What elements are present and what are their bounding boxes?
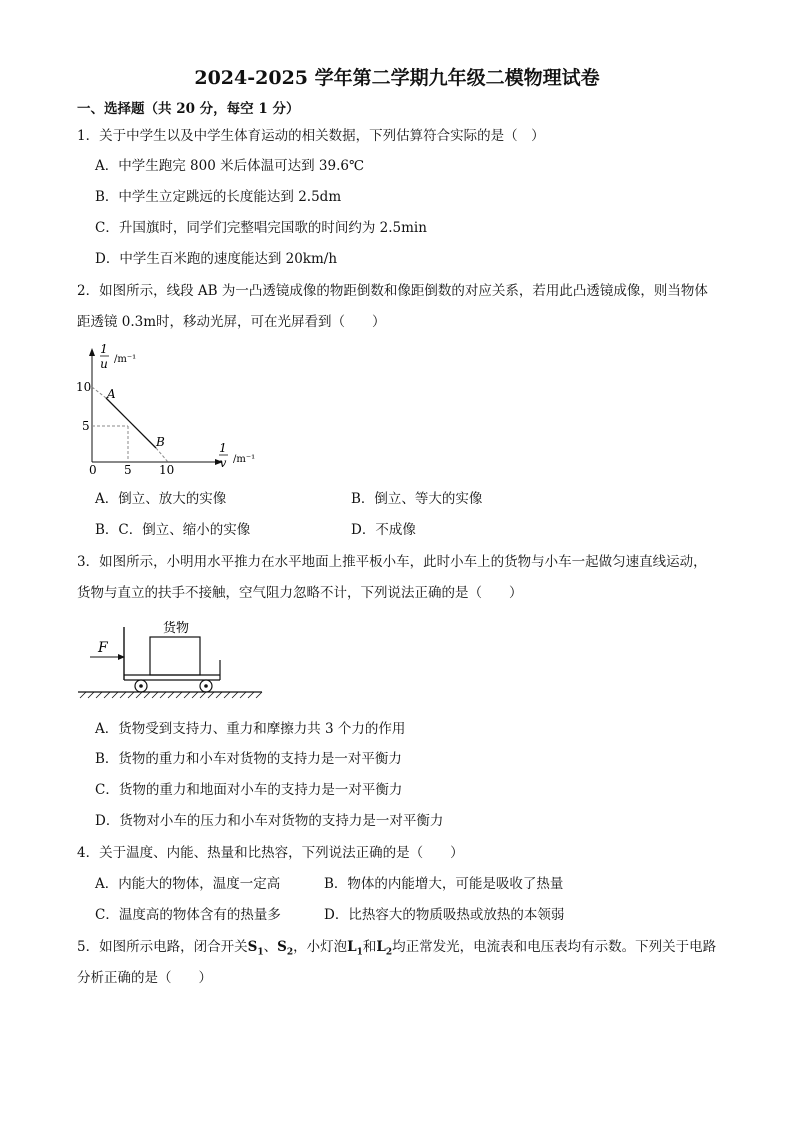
section-heading: 一、选择题（共 20 分，每空 1 分） [77,101,300,117]
q5-separator: 、 [263,939,278,955]
q5-text-b: ，小灯泡 [293,939,348,955]
point-a-label: A [107,387,116,401]
question-3-stem-line1: 3．如图所示，小明用水平推力在水平地面上推平板小车，此时小车上的货物与小车一起做匀速直线运动， [77,554,707,570]
question-2-option-b: B．倒立、等大的实像 [351,491,483,507]
y-label-denominator: u [100,357,108,371]
question-5-stem-line2: 分析正确的是（ ） [77,970,212,986]
question-1-option-c: C．升国旗时，同学们完整唱完国歌的时间约为 2.5min [95,220,427,236]
question-5-stem-line1 [77,938,716,962]
lamp-l2: $L_2$ [376,939,393,958]
question-3-option-a: A．货物受到支持力、重力和摩擦力共 3 个力的作用 [95,721,406,737]
question-3-option-c: C．货物的重力和地面对小车的支持力是一对平衡力 [95,782,403,798]
x-label-denominator: v [219,456,227,470]
question-4-option-c: C．温度高的物体含有的热量多 [95,907,281,923]
y-label-numerator: 1 [100,342,108,356]
y-label-unit: /m⁻¹ [114,354,137,365]
y-tick-5: 5 [82,419,90,433]
extension-top [92,387,106,398]
q5-text-a: 5．如图所示电路，闭合开关 [77,939,248,955]
segment-ab [106,398,156,448]
extension-bottom [156,448,168,462]
origin-label: 0 [89,463,97,477]
question-2-option-a: A．倒立、放大的实像 [95,491,227,507]
question-4-stem: 4．关于温度、内能、热量和比热容，下列说法正确的是（ ） [77,845,464,861]
question-4-option-a: A．内能大的物体，温度一定高 [95,876,281,892]
x-tick-10: 10 [159,463,175,477]
switch-s1: $S_1$ [247,939,264,958]
question-2-option-c: B．C．倒立、缩小的实像 [95,522,251,538]
question-2-option-d: D．不成像 [351,522,416,538]
y-axis-arrow [89,348,95,356]
question-3-option-b: B．货物的重力和小车对货物的支持力是一对平衡力 [95,751,402,767]
question-4-option-b: B．物体的内能增大，可能是吸收了热量 [324,876,564,892]
question-1-option-a: A．中学生跑完 800 米后体温可达到 39.6℃ [95,158,365,174]
question-2-stem-line2: 距透镜 0.3m时，移动光屏，可在光屏看到（ ） [77,314,386,330]
q5-and: 和 [362,939,377,955]
x-tick-5: 5 [124,463,132,477]
point-b-label: B [156,435,165,449]
question-1-option-b: B．中学生立定跳远的长度能达到 2.5dm [95,189,342,205]
question-1-stem: 1．关于中学生以及中学生体育运动的相关数据，下列估算符合实际的是（ ） [77,128,545,144]
force-label: F [98,640,108,656]
x-label-unit: /m⁻¹ [233,454,256,465]
q5-text-c: 均正常发光，电流表和电压表均有示数。下列关于电路 [392,939,717,955]
cart-figure [76,615,266,703]
question-3-option-d: D．货物对小车的压力和小车对货物的支持力是一对平衡力 [95,813,444,829]
question-3-stem-line2: 货物与直立的扶手不接触，空气阻力忽略不计，下列说法正确的是（ ） [77,585,523,601]
exam-title: 2024-2025 学年第二学期九年级二模物理试卷 [194,67,600,89]
y-tick-10: 10 [76,380,92,394]
x-label-numerator: 1 [219,441,227,455]
ground-hatching [80,692,262,698]
lens-graph [70,340,270,478]
wheel-hub-left [139,684,143,688]
wheel-hub-right [204,684,208,688]
question-2-stem-line1: 2．如图所示，线段 AB 为一凸透镜成像的物距倒数和像距倒数的对应关系，若用此凸透镜成像，则当物体 [77,283,708,299]
switch-s2: $S_2$ [277,939,294,958]
cargo-label: 货物 [162,621,190,636]
question-4-option-d: D．比热容大的物质吸热或放热的本领弱 [324,907,565,923]
question-1-option-d: D．中学生百米跑的速度能达到 20km/h [95,251,338,267]
lamp-l1: $L_1$ [347,939,363,958]
cargo-box [150,637,200,675]
